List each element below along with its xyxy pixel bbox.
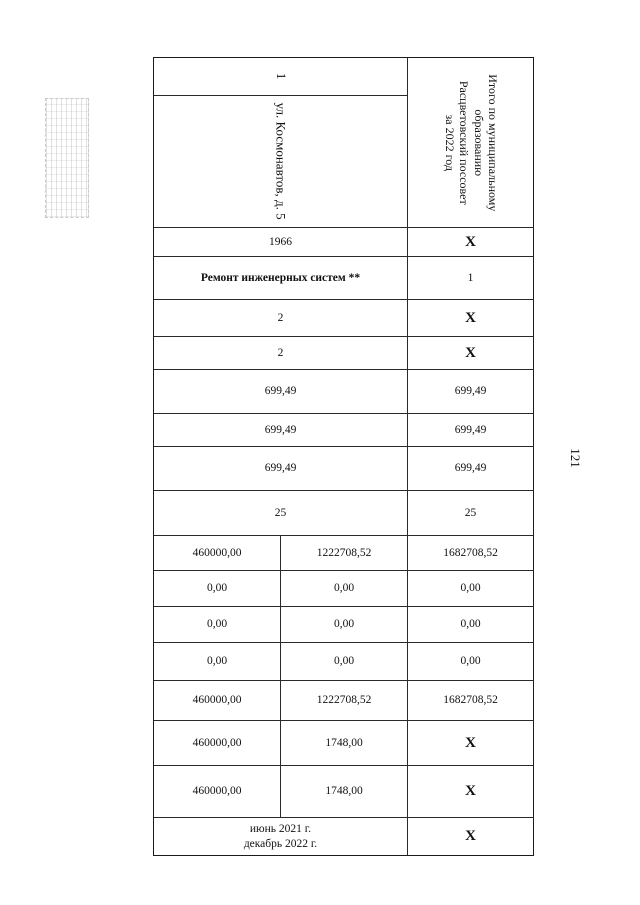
table-cell: 0,00 — [281, 571, 408, 607]
header-col-number — [154, 58, 408, 96]
table-cell: 699,49 — [154, 414, 408, 447]
table-cell: 0,00 — [154, 607, 281, 643]
page-number: 121 — [568, 448, 583, 468]
table-cell: 1222708,52 — [281, 681, 408, 721]
table-cell: июнь 2021 г. декабрь 2022 г. — [154, 818, 408, 855]
table-cell: 699,49 — [408, 447, 533, 491]
table-cell: 699,49 — [408, 414, 533, 447]
table-cell: 460000,00 — [154, 536, 281, 571]
table-cell: Х — [408, 228, 533, 257]
table-cell: 699,49 — [408, 370, 533, 414]
table-cell: 25 — [154, 491, 408, 536]
table-cell: 25 — [408, 491, 533, 536]
table-cell: Х — [408, 337, 533, 370]
table-cell: 0,00 — [408, 643, 533, 681]
header-address — [154, 96, 408, 228]
stamp-seal — [45, 98, 89, 218]
table-cell: Х — [465, 828, 476, 845]
header-col-number-text: 1 — [273, 73, 289, 80]
table-cell: 1748,00 — [281, 721, 408, 766]
table-cell: 1682708,52 — [408, 536, 533, 571]
table-cell: 0,00 — [154, 571, 281, 607]
data-table — [153, 57, 534, 856]
table-cell: 0,00 — [408, 571, 533, 607]
table-cell: 2 — [154, 300, 408, 337]
table-cell: 1682708,52 — [408, 681, 533, 721]
table-cell: 0,00 — [281, 607, 408, 643]
table-cell: 1748,00 — [281, 766, 408, 818]
table-cell: Х — [408, 766, 533, 818]
table-cell: 460000,00 — [154, 681, 281, 721]
table-cell: 1966 — [154, 228, 408, 257]
header-total-text: Итого по муниципальному образованию Расцветовский поссовет за 2022 год — [442, 73, 500, 212]
table-cell: 2 — [154, 337, 408, 370]
table-cell: 0,00 — [154, 643, 281, 681]
table-cell: Х — [408, 721, 533, 766]
header-total — [408, 58, 533, 228]
table-cell: 460000,00 — [154, 766, 281, 818]
table-cell: Х — [408, 300, 533, 337]
table-cell: 699,49 — [154, 370, 408, 414]
header-address-text: ул. Космонавтов, д. 5 — [273, 102, 289, 221]
table-cell: 699,49 — [154, 447, 408, 491]
table-cell: 460000,00 — [154, 721, 281, 766]
table-cell: 0,00 — [281, 643, 408, 681]
table-cell: Ремонт инженерных систем ** — [154, 257, 408, 300]
table-cell: 1222708,52 — [281, 536, 408, 571]
table-cell: 0,00 — [408, 607, 533, 643]
table-cell: 1 — [408, 257, 533, 300]
